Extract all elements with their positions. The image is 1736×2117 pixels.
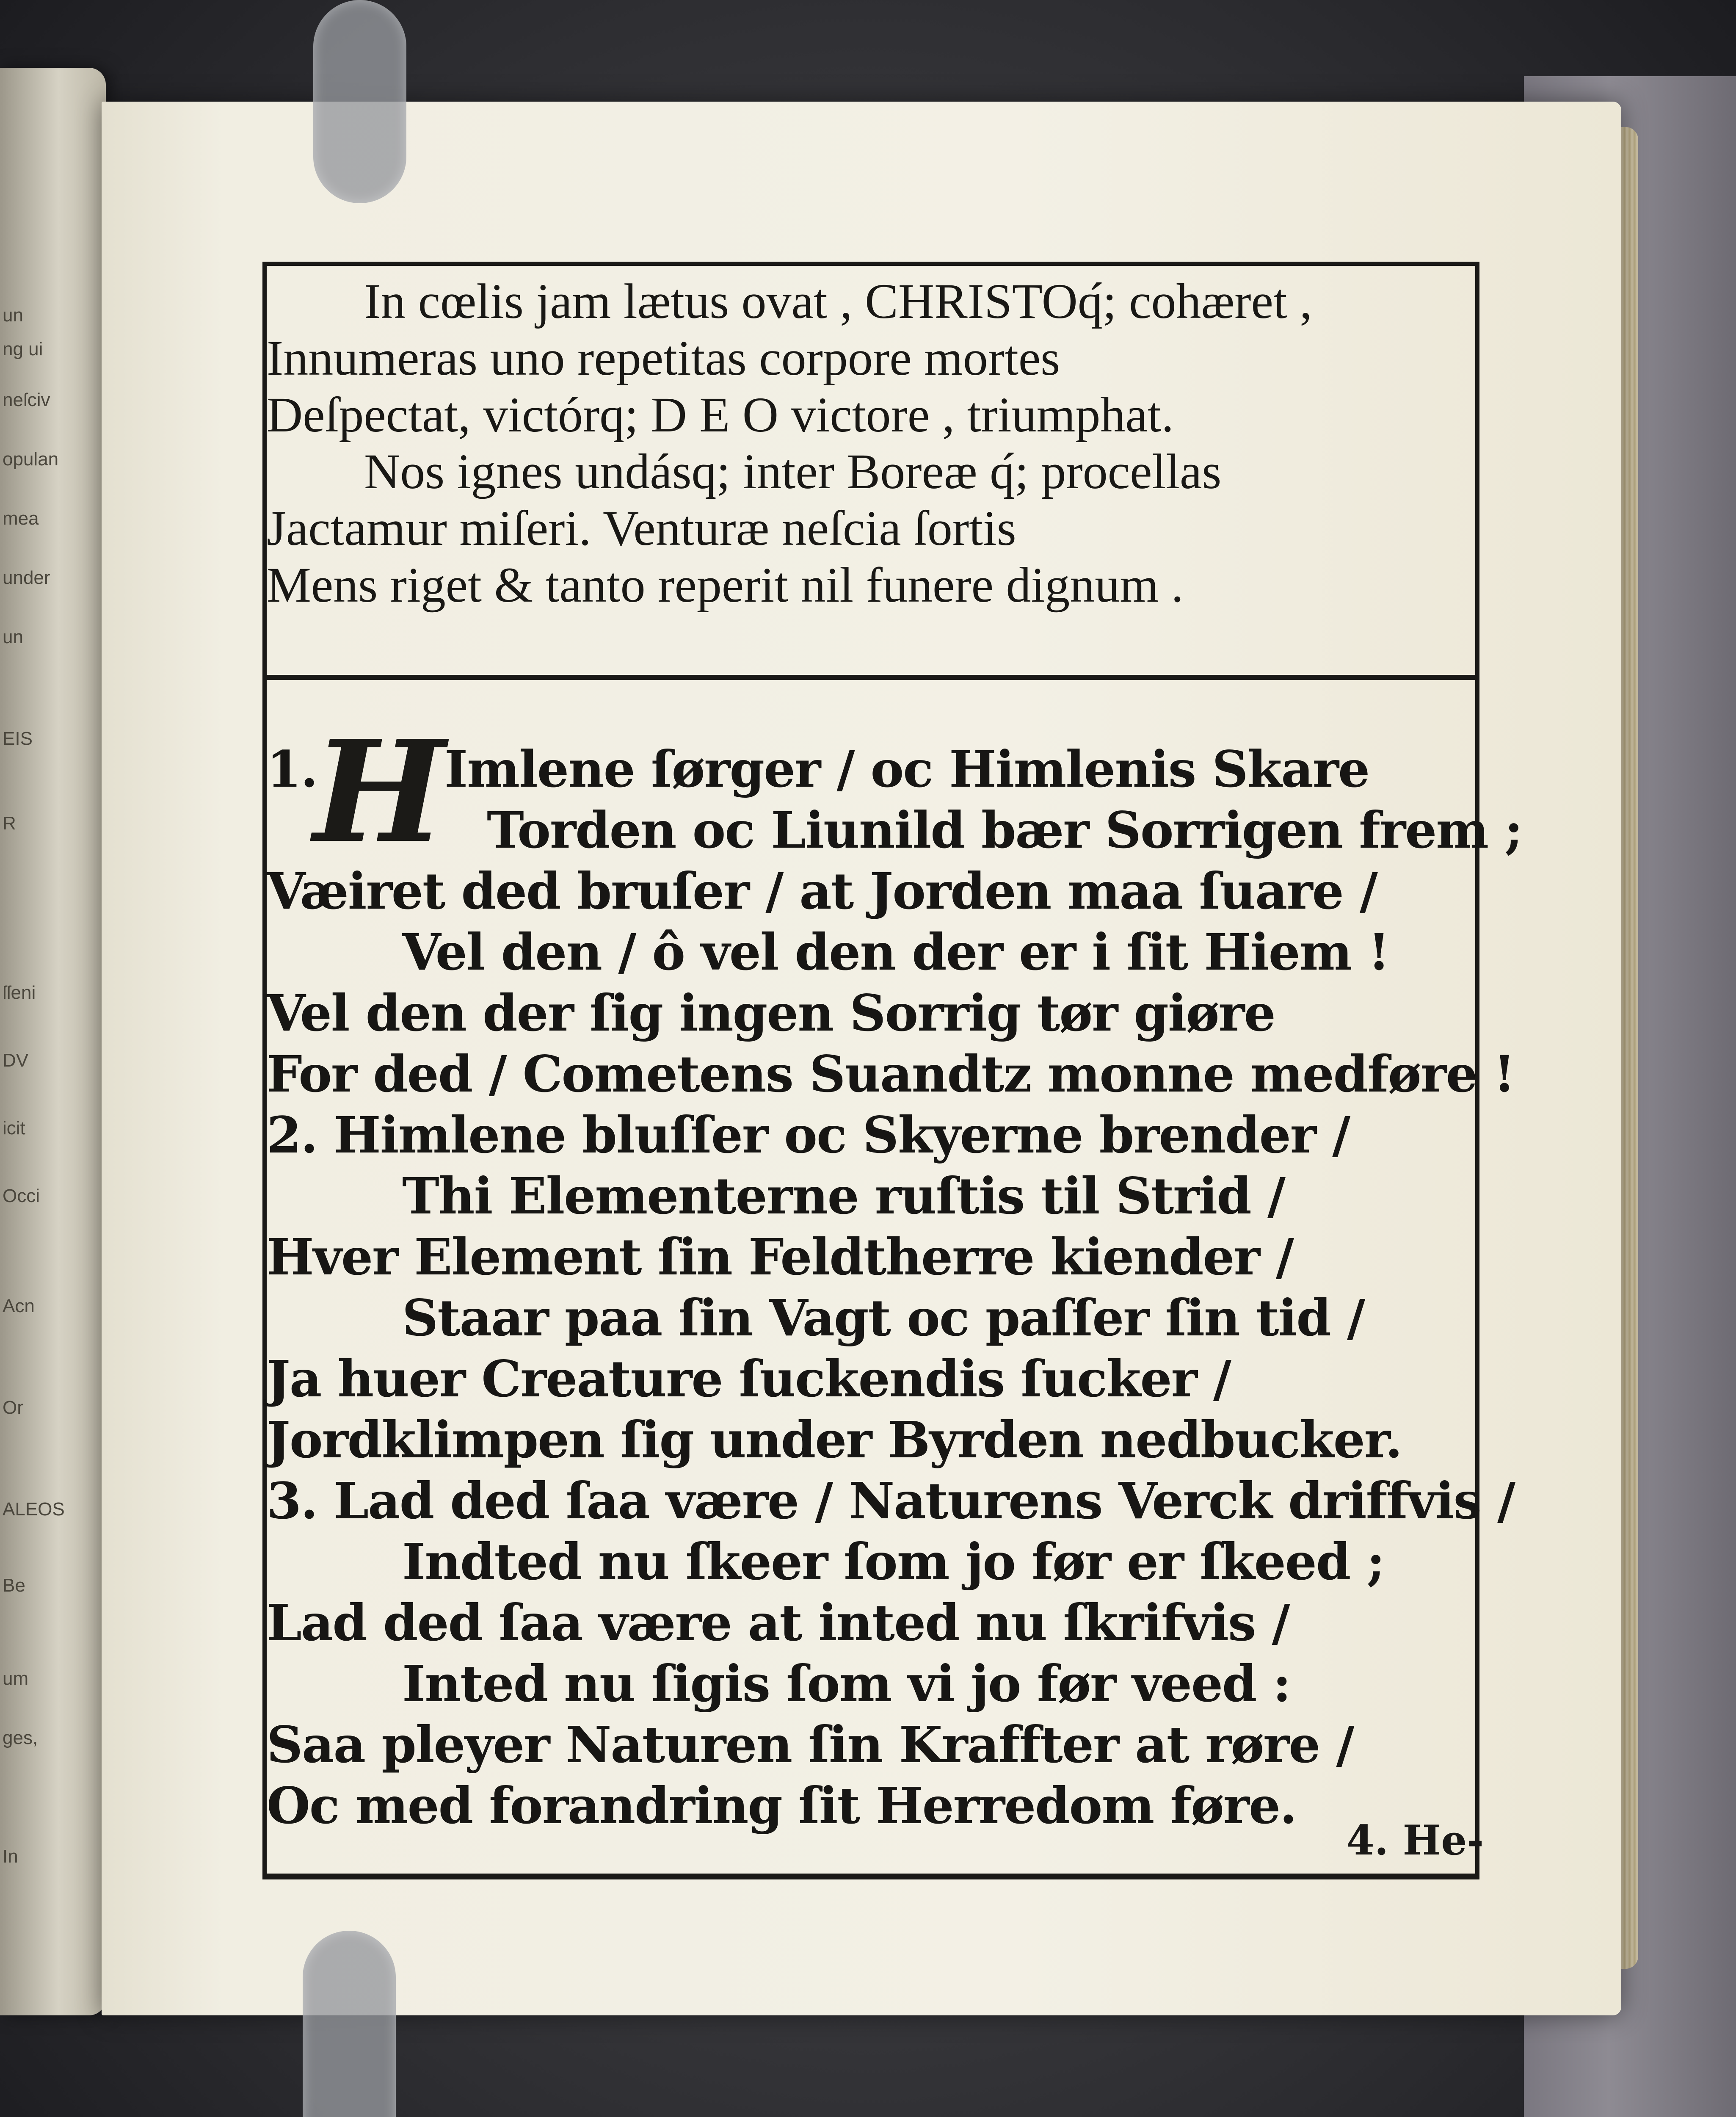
- hymn-line: Oc med forandring ſit Herredom føre.: [267, 1776, 1297, 1835]
- left-page-fragment: Occi: [3, 1186, 40, 1206]
- page-holder-clip-top: [313, 0, 406, 203]
- hymn-line: Ja huer Creature ſuckendis ſucker /: [267, 1349, 1231, 1408]
- latin-line: Deſpectat, victórq; D E O victore , triumphat.: [267, 387, 1174, 442]
- latin-poem: [267, 273, 1473, 614]
- hymn-line: Vel den der ſig ingen Sorrig tør giøre: [267, 984, 1275, 1042]
- left-page-fragment: ng ui: [3, 339, 43, 359]
- hymn-line: 2. Himlene bluſſer oc Skyerne brender /: [267, 1105, 1350, 1164]
- left-page-fragment: neſciv: [3, 390, 50, 410]
- hymn-line: Torden oc Liunild bær Sorrigen frem ;: [487, 801, 1522, 860]
- left-page-fragment: ALEOS: [3, 1499, 65, 1520]
- hymn-line: Saa pleyer Naturen ſin Kraffter at røre /: [267, 1715, 1354, 1774]
- hymn-line: Hver Element ſin Feldtherre kiender /: [267, 1227, 1293, 1286]
- latin-line: Nos ignes undásq; inter Boreæ q́; procellas: [364, 444, 1222, 499]
- hymn-line: 3. Lad ded ſaa være / Naturens Verck driffvis /: [267, 1471, 1515, 1530]
- latin-line: Innumeras uno repetitas corpore mortes: [267, 330, 1060, 386]
- catchword: 4. He-: [1346, 1816, 1484, 1864]
- hymn-line: Imlene ſørger / oc Himlenis Skare: [444, 740, 1369, 799]
- latin-line: Mens riget & tanto reperit nil funere dignum .: [267, 557, 1184, 613]
- hymn-line: Jordklimpen ſig under Byrden nedbucker.: [267, 1410, 1402, 1469]
- stanza-number: 1.: [267, 740, 317, 799]
- left-page-fragment: ges,: [3, 1727, 38, 1748]
- page-holder-clip-bottom: [303, 1931, 396, 2117]
- left-page-fragment: un: [3, 627, 23, 647]
- left-page-fragment: Or: [3, 1397, 23, 1418]
- left-facing-page: [0, 68, 106, 2015]
- left-page-fragment: un: [3, 305, 23, 326]
- hymn-line: For ded / Cometens Suandtz monne medføre !: [267, 1045, 1515, 1103]
- section-divider: [262, 675, 1479, 680]
- left-page-fragment: ſſeni: [3, 982, 36, 1003]
- hymn-line: Vel den / ô vel den der er i ſit Hiem !: [402, 923, 1389, 981]
- left-page-fragment: opulan: [3, 449, 59, 470]
- hymn-line: Thi Elementerne ruſtis til Strid /: [402, 1166, 1285, 1225]
- hymn-line: Væiret ded bruſer / at Jorden maa ſuare /: [267, 862, 1377, 920]
- left-page-fragment: icit: [3, 1118, 25, 1139]
- latin-line: Jactamur miſeri. Venturæ neſcia ſortis: [267, 500, 1016, 556]
- hymn-line: Indted nu ſkeer ſom jo før er ſkeed ;: [402, 1532, 1384, 1591]
- left-page-fragment: R: [3, 813, 16, 834]
- left-page-fragment: In: [3, 1846, 18, 1867]
- left-page-fragment: Be: [3, 1575, 25, 1596]
- hymn-line: Inted nu ſigis ſom vi jo før veed :: [402, 1654, 1291, 1713]
- left-page-fragment: DV: [3, 1050, 29, 1071]
- danish-hymn: [267, 710, 1522, 1836]
- left-page-fragment: um: [3, 1668, 29, 1689]
- hymn-line: Staar paa ſin Vagt oc paſſer ſin tid /: [402, 1288, 1365, 1347]
- left-page-fragment: under: [3, 567, 50, 588]
- latin-line: In cœlis jam lætus ovat , CHRISTOq́; cohæret ,: [364, 274, 1312, 329]
- hymn-opening: [267, 710, 1522, 874]
- drop-cap-initial: H: [313, 710, 444, 874]
- hymn-line: Lad ded ſaa være at inted nu ſkrifvis /: [267, 1593, 1289, 1652]
- left-page-fragment: Acn: [3, 1296, 35, 1316]
- left-page-fragment: EIS: [3, 728, 33, 749]
- left-page-fragment: mea: [3, 508, 39, 529]
